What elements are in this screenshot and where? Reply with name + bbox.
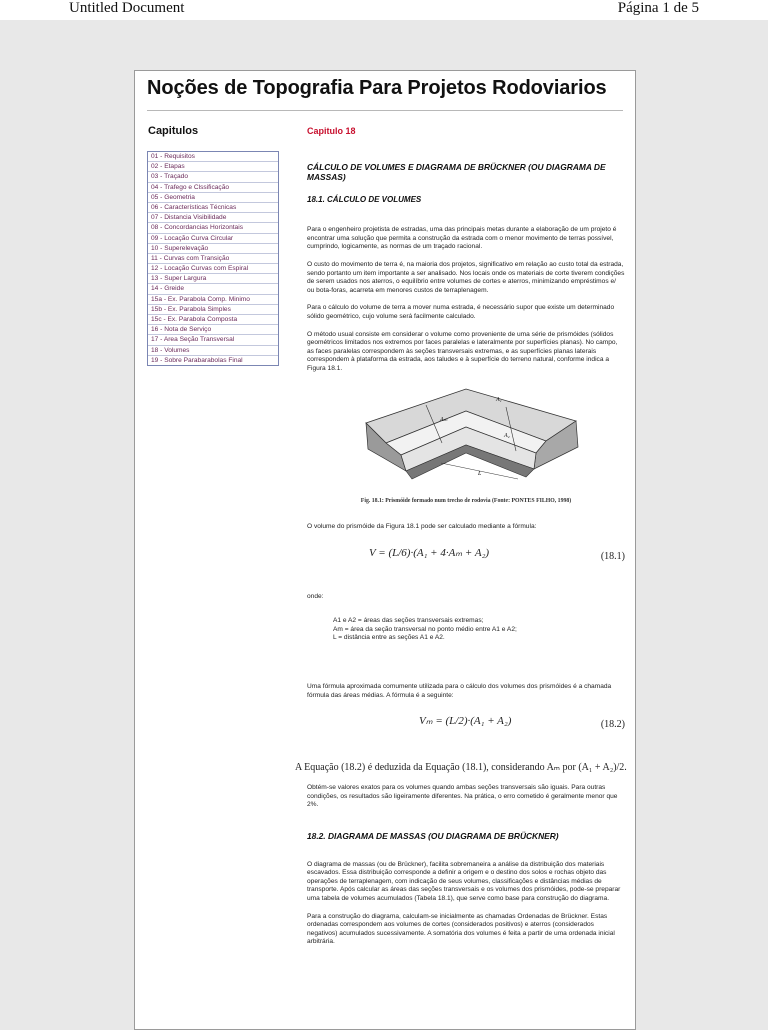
paragraph: O método usual consiste em considerar o volume como proveniente de uma série de prismóides (sólidos geométricos limitados nos extremos por faces paralelas e lateralmente por superfícies planas). No campo, as faces paralelas correspondem às seções transversais extremas, e as superfícies planas laterais correspondem à plataforma da estrada, aos taludes e à superfície do terreno natural, conforme indica a Figura 18.1. xyxy=(307,330,618,372)
paragraph: Para a construção do diagrama, calculam-se inicialmente as chamadas Ordenadas de Brückner. Estas ordenadas correspondem aos volumes de cortes (considerados positivos) e aterros (considerados negativos) acumulados sucessivamente. A somatória dos volumes é feita a partir de uma ordenada inicial arbitrária. xyxy=(307,912,615,946)
paragraph: onde: xyxy=(307,592,324,600)
menu-item-15b[interactable]: 15b - Ex. Parabola Simples xyxy=(148,305,278,315)
paragraph: O diagrama de massas (ou de Brückner), facilita sobremaneira a análise da distribuição dos materiais escavados. Essa distribuição corresponde a definir a origem e o destino dos solos e rochas objeto das operações de terraplenagem, com indicação de seus volumes, classificações e distâncias médias de transporte. Após calcular as áreas das seções transversais e os volumes dos prismóides, pode-se preparar uma tabela de volumes acumulados (Tabela 18.1), que serve como base para construção do diagrama. xyxy=(307,860,621,902)
menu-item-12[interactable]: 12 - Locação Curvas com Espiral xyxy=(148,264,278,274)
menu-item-04[interactable]: 04 - Trafego e Clssificação xyxy=(148,183,278,193)
menu-item-13[interactable]: 13 - Super Largura xyxy=(148,274,278,284)
label-l: L xyxy=(478,470,482,477)
prismoid-illustration xyxy=(346,383,586,491)
formula-18-2 xyxy=(307,709,625,751)
menu-item-15a[interactable]: 15a - Ex. Parabola Comp. Minimo xyxy=(148,295,278,305)
paragraph: Obtém-se valores exatos para os volumes quando ambas seções transversais são iguais. Para outras condições, os resultados são ligeiramente diferentes. Na prática, o erro cometido é geralmente menor que 2%. xyxy=(307,784,618,809)
formula-18-1 xyxy=(307,541,625,583)
sidebar-title: Capitulos xyxy=(148,125,199,137)
chapter-label: Capitulo 18 xyxy=(307,126,356,136)
label-am: Aₘ xyxy=(440,416,448,423)
section-heading-18-1: 18.1. CÁLCULO DE VOLUMES xyxy=(307,194,422,204)
title-divider xyxy=(147,110,623,111)
figure-caption: Fig. 18.1: Prismóide formado num trecho de rodovia (Fonte: PONTES FILHO, 1998) xyxy=(360,497,572,504)
definition-l: L = distância entre as seções A1 e A2. xyxy=(333,634,445,642)
equation-number: (18.2) xyxy=(600,719,625,731)
document-title: Untitled Document xyxy=(69,0,185,16)
equation-note: A Equação (18.2) é deduzida da Equação (18.1), considerando Aₘ por (A₁ + A₂)/2. xyxy=(295,762,627,774)
paragraph: Para o engenheiro projetista de estradas, uma das principais metas durante a elaboração de um projeto é encontrar uma solução que permita a construção da estrada com o menor movimento de terras possível, cumprindo, logicamente, as normas de um traçado racional. xyxy=(307,226,617,251)
menu-item-14[interactable]: 14 - Greide xyxy=(148,284,278,294)
menu-item-05[interactable]: 05 - Geometria xyxy=(148,193,278,203)
chapter-heading: CÁLCULO DE VOLUMES E DIAGRAMA DE BRÜCKNER (OU DIAGRAMA DE MASSAS) xyxy=(307,161,606,182)
menu-item-07[interactable]: 07 - Distancia Visibilidade xyxy=(148,213,278,223)
formula-text: V = (L/6)·(A₁ + 4·Aₘ + A₂) xyxy=(369,546,490,559)
paragraph: O custo do movimento de terra é, na maioria dos projetos, significativo em relação ao custo total da estrada, sendo portanto um item importante a ser analisado. Nos locais onde os materiais de corte tiverem condições de serem usados nos aterros, o equilíbrio entre volumes de cortes e aterros, minimizando empréstimos e/ ou bota-foras, acarreta em menores custos de terraplenagem. xyxy=(307,260,625,294)
definitions-list xyxy=(307,617,625,643)
formula-text: Vₘ = (L/2)·(A₁ + A₂) xyxy=(419,715,512,728)
site-title: Noções de Topografia Para Projetos Rodoviarios xyxy=(147,77,607,99)
chapter-menu xyxy=(147,151,279,366)
paragraph: O volume do prismóide da Figura 18.1 pode ser calculado mediante a fórmula: xyxy=(307,523,537,531)
menu-item-10[interactable]: 10 - Superelevação xyxy=(148,244,278,254)
menu-item-19[interactable]: 19 - Sobre Parabarabolas Final xyxy=(151,356,243,364)
document-page xyxy=(134,70,636,1030)
pdf-header xyxy=(0,0,768,20)
paragraph: Para o cálculo do volume de terra a mover numa estrada, é necessário supor que existe um determinado sólido geométrico, cujo volume será facilmente calculado. xyxy=(307,304,615,320)
menu-item-16[interactable]: 16 - Nota de Serviço xyxy=(148,325,278,335)
label-a2: A₂ xyxy=(504,432,510,439)
page-indicator: Página 1 de 5 xyxy=(617,0,699,16)
menu-item-06[interactable]: 06 - Características Técnicas xyxy=(148,203,278,213)
menu-item-02[interactable]: 02 - Etapas xyxy=(148,162,278,172)
menu-item-15c[interactable]: 15c - Ex. Parabola Composta xyxy=(148,315,278,325)
definition-a1-a2: A1 e A2 = áreas das seções transversais extremas; xyxy=(333,617,484,625)
section-heading-18-2: 18.2. DIAGRAMA DE MASSAS (OU DIAGRAMA DE BRÜCKNER) xyxy=(307,831,559,842)
definition-am: Am = área da seção transversal no ponto médio entre A1 e A2; xyxy=(333,625,517,633)
equation-number: (18.1) xyxy=(600,550,625,562)
chapter-content xyxy=(295,126,627,956)
menu-item-18[interactable]: 18 - Volumes xyxy=(148,346,278,356)
label-a1: A₁ xyxy=(496,396,502,403)
paragraph: Uma fórmula aproximada comumente utilizada para o cálculo dos volumes dos prismóides é a chamada fórmula das áreas médias. A fórmula é a seguinte: xyxy=(307,683,612,699)
menu-item-09[interactable]: 09 - Locação Curva Circular xyxy=(148,234,278,244)
prismoid-figure xyxy=(307,383,625,491)
menu-item-11[interactable]: 11 - Curvas com Transição xyxy=(148,254,278,264)
menu-item-17[interactable]: 17 - Area Seção Transversal xyxy=(148,335,278,345)
menu-item-01[interactable]: 01 - Requisitos xyxy=(148,152,278,162)
menu-item-08[interactable]: 08 - Concordancias Horizontais xyxy=(148,223,278,233)
menu-item-03[interactable]: 03 - Traçado xyxy=(148,172,278,182)
